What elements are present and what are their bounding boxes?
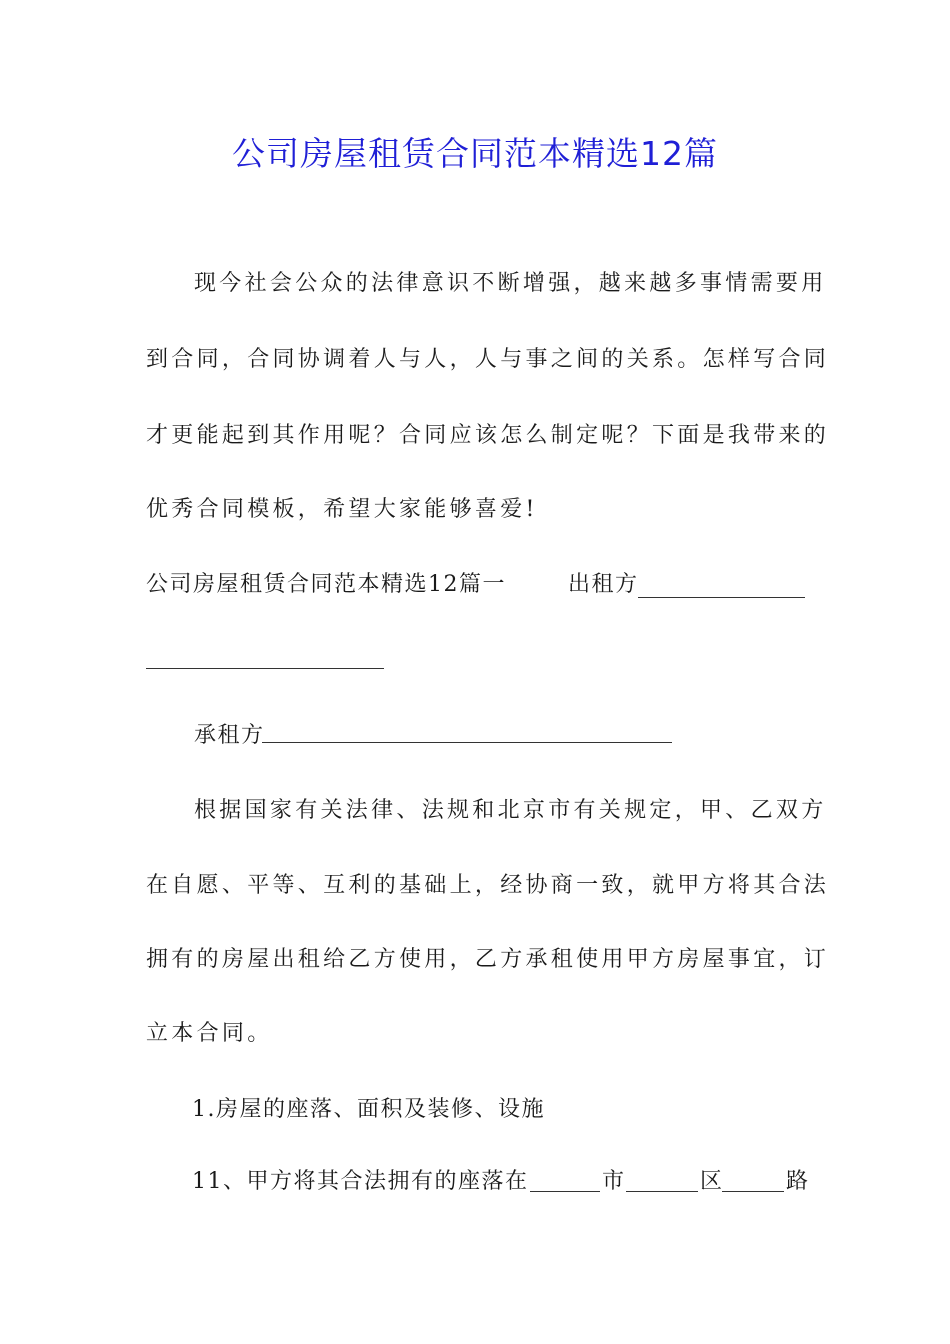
clause-11-road: 路 (786, 1169, 812, 1194)
clause-11-district: 区 (700, 1169, 726, 1194)
clause-1-heading: 1.房屋的座落、面积及装修、设施 (192, 1097, 545, 1122)
intro-line-1: 现今社会公众的法律意识不断增强，越来越多事情需要用 (194, 271, 827, 296)
intro-line-4: 优秀合同模板，希望大家能够喜爱! (146, 497, 538, 522)
intro-line-3: 才更能起到其作用呢？合同应该怎么制定呢？下面是我带来的 (146, 423, 830, 448)
lessor-label: 出租方 (568, 572, 639, 597)
document-title: 公司房屋租赁合同范本精选12篇 (232, 134, 718, 173)
preamble-line-2: 在自愿、平等、互利的基础上，经协商一致，就甲方将其合法 (146, 873, 830, 898)
district-blank-line (626, 1191, 698, 1192)
road-blank-line (722, 1191, 784, 1192)
section-heading: 公司房屋租赁合同范本精选12篇一 (146, 572, 506, 597)
lessor-blank-line-1 (638, 597, 805, 598)
clause-11-prefix: 11、甲方将其合法拥有的座落在 (192, 1169, 529, 1194)
intro-line-2: 到合同，合同协调着人与人，人与事之间的关系。怎样写合同 (146, 347, 830, 372)
city-blank-line (530, 1191, 600, 1192)
preamble-line-3: 拥有的房屋出租给乙方使用，乙方承租使用甲方房屋事宜，订 (146, 947, 830, 972)
lessor-blank-line-2 (146, 668, 384, 669)
clause-11-city: 市 (602, 1169, 628, 1194)
lessee-label: 承租方 (194, 723, 265, 748)
preamble-line-4: 立本合同。 (146, 1021, 273, 1046)
preamble-line-1: 根据国家有关法律、法规和北京市有关规定，甲、乙双方 (194, 798, 827, 823)
lessee-blank-line (262, 742, 672, 743)
